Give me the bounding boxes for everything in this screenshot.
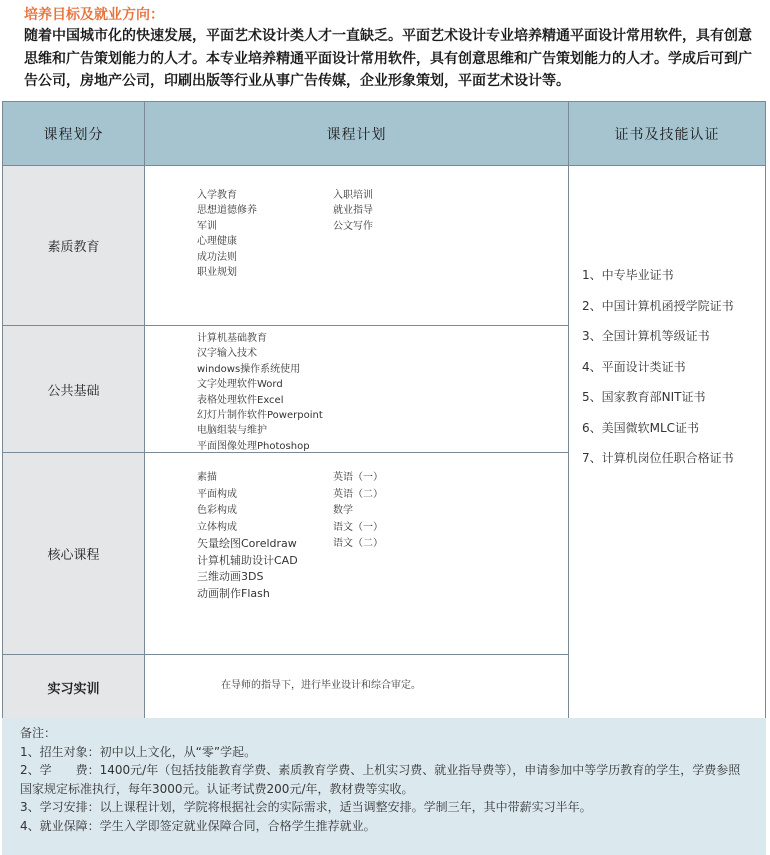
course-item: 语文（二） (333, 538, 383, 549)
course-item: 英语（二） (333, 488, 383, 500)
course-item: 就业指导 (333, 205, 373, 217)
plan-quality-education (145, 165, 569, 325)
course-item: 数学 (333, 505, 353, 516)
category-internship: 实习实训 (3, 654, 145, 719)
plan-column (221, 678, 421, 693)
course-item: 英语（一） (333, 472, 383, 483)
course-item: 色彩构成 (197, 505, 237, 516)
course-item: 幻灯片制作软件Powerpoint (197, 410, 323, 422)
course-item: 电脑组装与维护 (197, 425, 267, 437)
category-public-foundation: 公共基础 (3, 325, 145, 452)
course-item: 平面图像处理Photoshop (197, 440, 310, 452)
course-item: 公文写作 (333, 220, 373, 232)
course-item: 立体构成 (197, 521, 237, 533)
course-item: 入学教育 (197, 190, 237, 201)
header-certificates: 证书及技能认证 (569, 102, 765, 165)
course-table (2, 101, 766, 718)
plan-core-courses (145, 452, 569, 654)
category-quality-education: 素质教育 (3, 165, 145, 325)
plan-internship (145, 654, 569, 719)
course-item: 矢量绘图Coreldraw (197, 537, 297, 550)
course-item: windows操作系统使用 (197, 363, 301, 375)
course-item: 平面构成 (197, 488, 237, 500)
course-item: 心理健康 (197, 236, 237, 248)
course-item: 入职培训 (333, 190, 373, 201)
note-item: 1、招生对象：初中以上文化，从“零”学起。 (20, 744, 257, 759)
certificate-item: 4、平面设计类证书 (582, 359, 686, 374)
certificate-item: 7、计算机岗位任职合格证书 (582, 451, 734, 465)
certificate-item: 5、国家教育部NIT证书 (582, 390, 706, 404)
course-item: 计算机辅助设计CAD (197, 553, 298, 567)
certificate-list (582, 260, 734, 474)
goal-title: 培养目标及就业方向： (24, 7, 164, 23)
course-item: 在导师的指导下，进行毕业设计和综合审定。 (221, 680, 421, 691)
plan-column (333, 188, 373, 234)
course-item: 动画制作Flash (197, 586, 270, 600)
certificate-item: 2、中国计算机函授学院证书 (582, 298, 734, 313)
notes-section (2, 718, 766, 855)
course-item: 表格处理软件Excel (197, 394, 284, 406)
course-item: 职业规划 (197, 267, 237, 279)
header-category: 课程划分 (3, 102, 145, 165)
course-item: 思想道德修养 (197, 205, 257, 217)
certificate-item: 6、美国微软MLC证书 (582, 420, 700, 435)
certificates-cell (569, 165, 765, 719)
course-item: 成功法则 (197, 251, 237, 263)
note-item: 3、学习安排：以上课程计划，学院将根据社会的实际需求，适当调整安排。学制三年，其中带薪实习半年。 (20, 800, 592, 814)
course-item: 文字处理软件Word (197, 379, 283, 391)
course-item: 三维动画3DS (197, 570, 264, 583)
course-item: 语文（一） (333, 521, 383, 533)
course-item: 军训 (197, 220, 217, 232)
intro-paragraph: 随着中国城市化的快速发展，平面艺术设计类人才一直缺乏。平面艺术设计专业培养精通平面设计常用软件，具有创意思维和广告策划能力的人才。本专业培养精通平面设计常用软件，具有创意思维和广告策划能力的人才。学成后可到广告公司，房地产公司，印刷出版等行业从事广告传媒，企业形象策划，平面艺术设计等。 (24, 28, 752, 89)
note-item: 4、就业保障：学生入学即签定就业保障合同，合格学生推荐就业。 (20, 818, 376, 833)
course-item: 汉字输入技术 (197, 348, 257, 360)
plan-column (333, 470, 383, 553)
course-item: 素描 (197, 472, 217, 483)
plan-column (197, 470, 298, 602)
course-item: 计算机基础教育 (197, 333, 267, 344)
category-core-courses: 核心课程 (3, 452, 145, 654)
plan-column (197, 331, 323, 454)
note-item: 2、学 费：1400元/年（包括技能教育学费、素质教育学费、上机实习费、就业指导费等），申请参加中等学历教育的学生，学费参照国家规定标准执行，每年3000元。认证考试费200元/年，教材费等实收。 (20, 763, 741, 796)
certificate-item: 1、中专毕业证书 (582, 268, 674, 282)
plan-column (197, 188, 257, 280)
plan-public-foundation (145, 325, 569, 452)
header-plan: 课程计划 (145, 102, 569, 165)
notes-title: 备注： (20, 726, 57, 740)
certificate-item: 3、全国计算机等级证书 (582, 329, 710, 343)
